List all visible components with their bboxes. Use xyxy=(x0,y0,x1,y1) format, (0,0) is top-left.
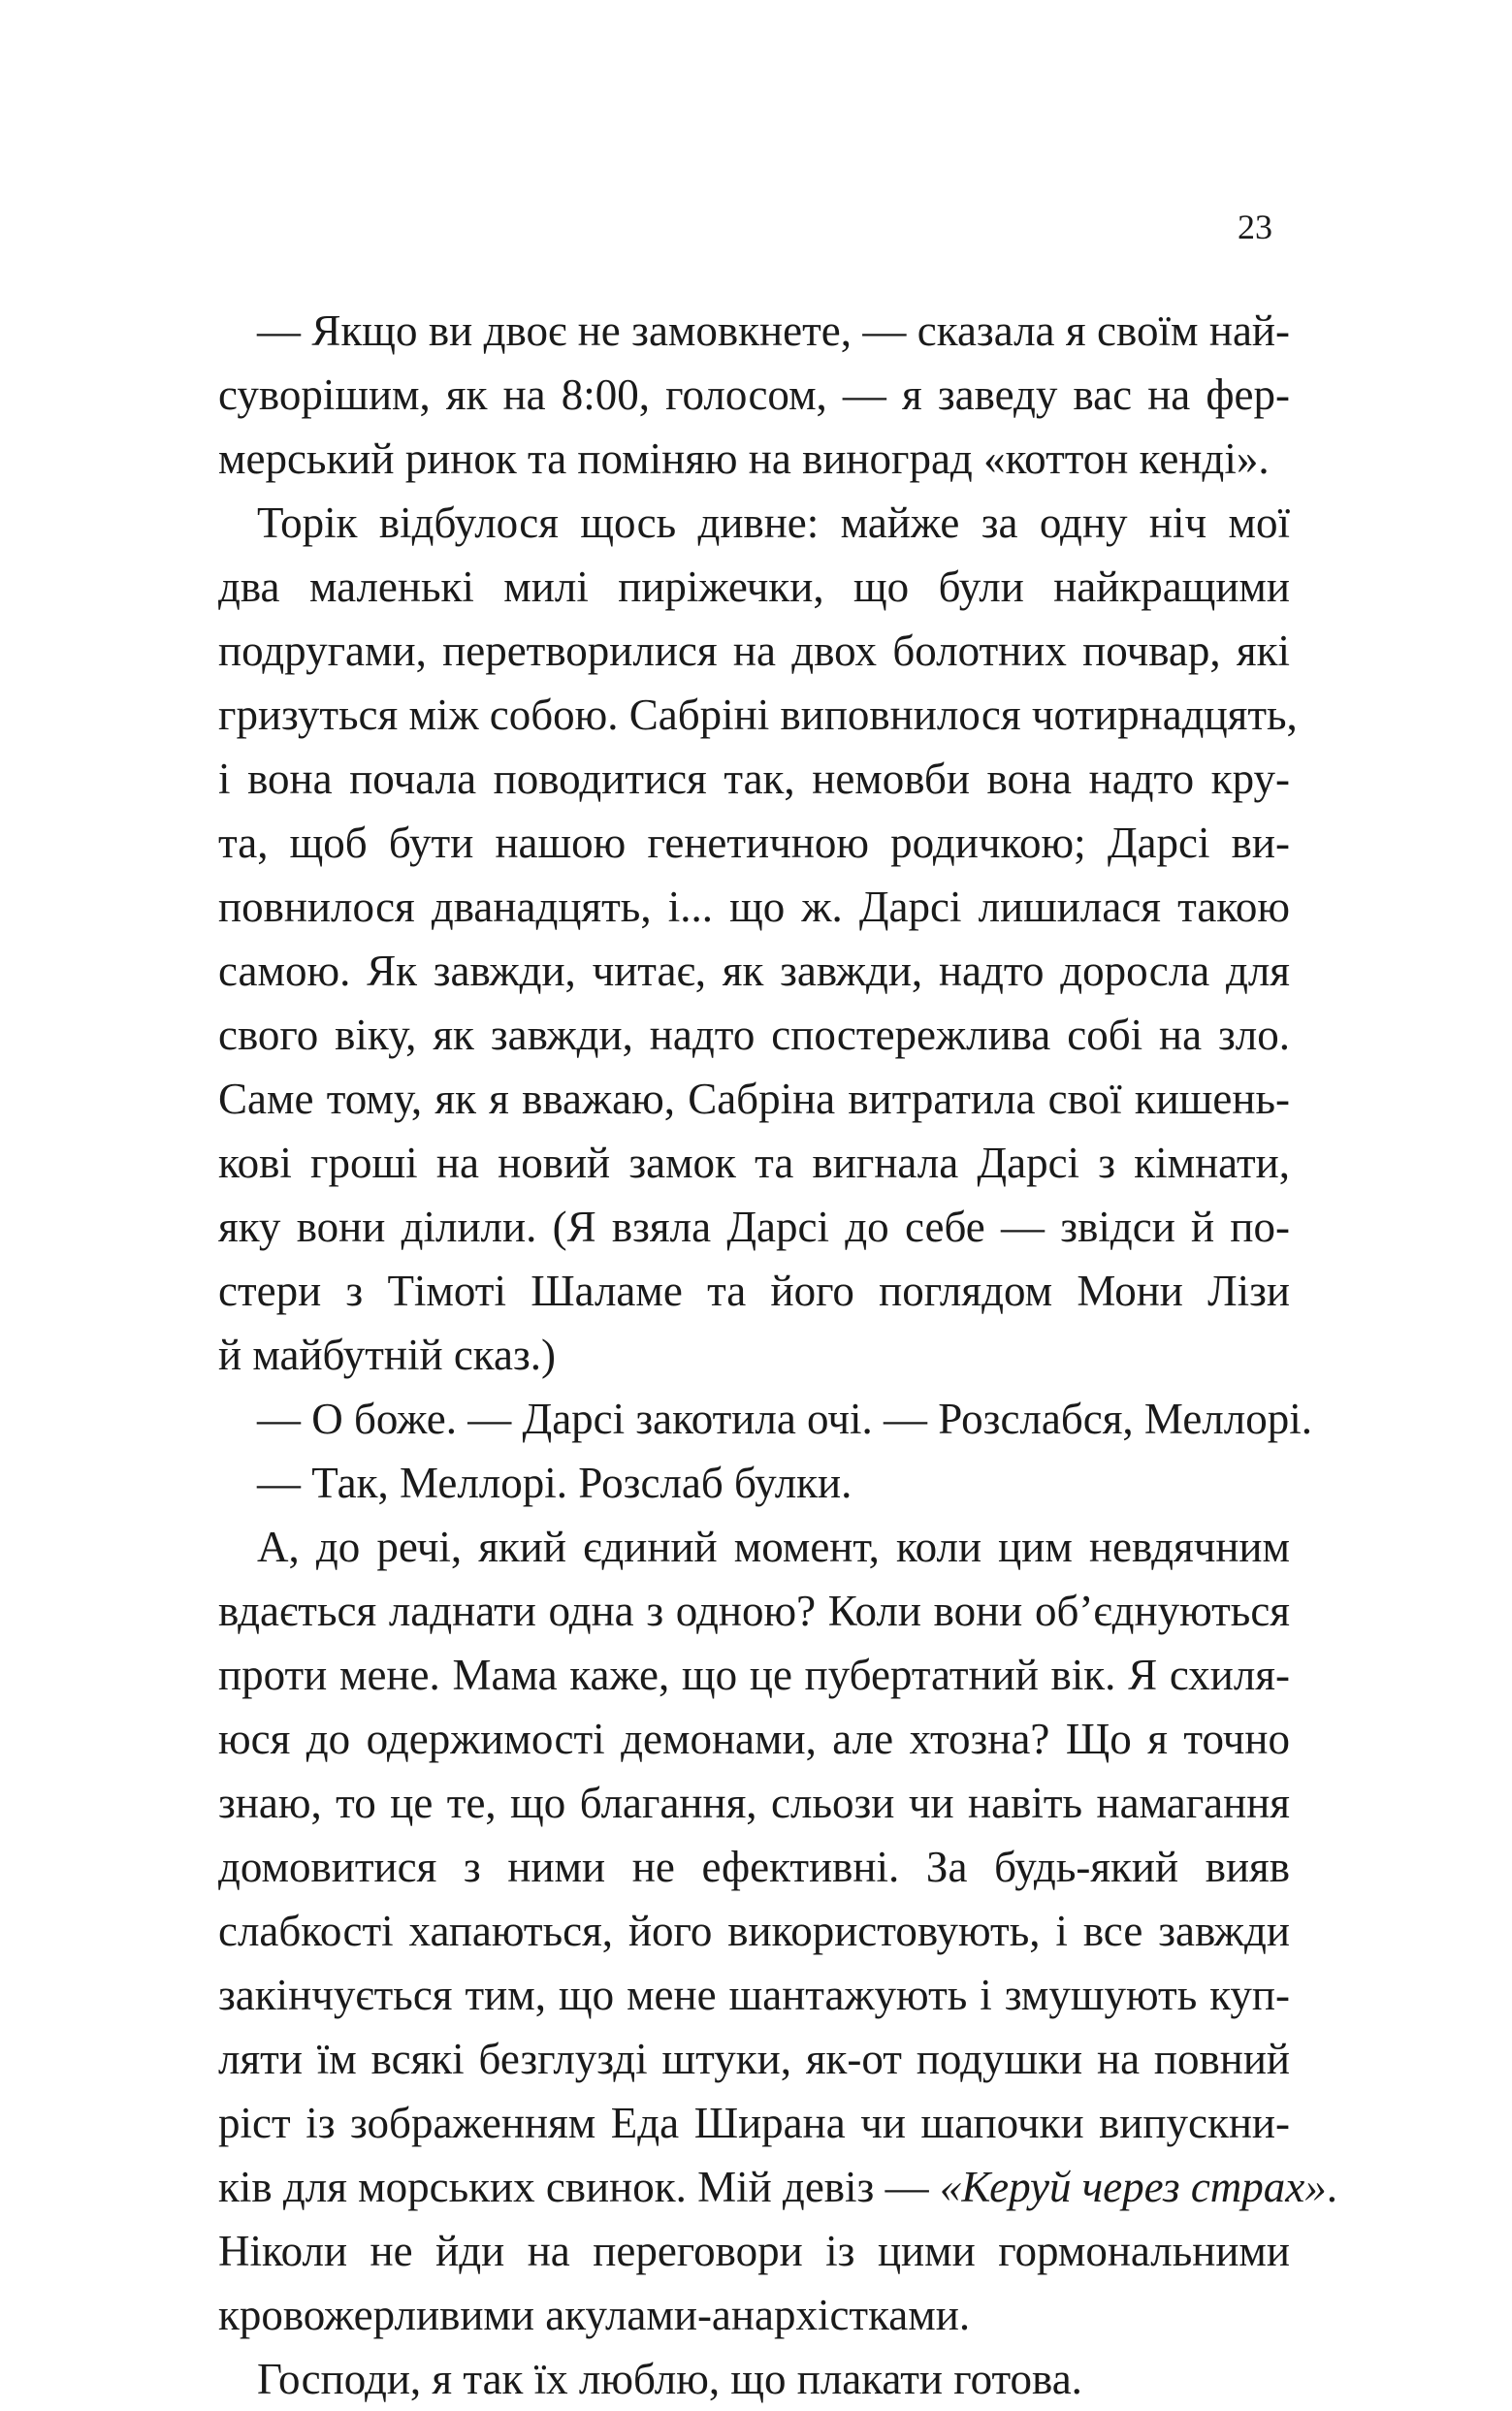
text-line-content: Ніколи не йди на переговори із цими гормональними xyxy=(218,2227,1290,2275)
text-line xyxy=(218,2027,1290,2091)
text-line xyxy=(218,555,1290,619)
text-line xyxy=(218,1899,1290,1963)
text-line-content: Саме тому, як я вважаю, Сабріна витратила свої кишень- xyxy=(218,1075,1290,1123)
text-line xyxy=(218,1771,1290,1835)
text-line-content: А, до речі, який єдиний момент, коли цим невдячним xyxy=(257,1523,1290,1571)
text-line xyxy=(218,875,1290,939)
page-number: 23 xyxy=(1238,208,1272,246)
text-line-content: подругами, перетворилися на двох болотних почвар, які xyxy=(218,627,1290,675)
text-line-content: і вона почала поводитися так, немовби вона надто кру- xyxy=(218,755,1290,803)
text-line-content: та, щоб бути нашою генетичною родичкою; Дарсі ви- xyxy=(218,819,1290,867)
text-line xyxy=(218,427,1290,491)
text-line xyxy=(218,1131,1290,1195)
body-text xyxy=(218,299,1338,2411)
text-line xyxy=(218,1259,1290,1323)
text-line xyxy=(218,1579,1290,1643)
text-line xyxy=(218,363,1290,427)
text-line-content: яку вони ділили. (Я взяла Дарсі до себе — звідси й по- xyxy=(218,1203,1290,1251)
text-line xyxy=(218,1323,1290,1387)
text-line-content: два маленькі милі пиріжечки, що були найкращими xyxy=(218,563,1290,611)
text-line xyxy=(218,491,1290,555)
text-line-content: Торік відбулося щось дивне: майже за одну ніч мої xyxy=(257,498,1290,547)
text-line xyxy=(218,1067,1290,1131)
motto-italic: «Керуй через страх» xyxy=(939,2163,1327,2211)
text-line-content: проти мене. Мама каже, що це пубертатний вік. Я схиля- xyxy=(218,1651,1290,1699)
text-line-content: — Якщо ви двоє не замовкнете, — сказала я своїм най- xyxy=(257,306,1290,355)
text-line xyxy=(218,747,1290,811)
text-line xyxy=(218,2155,1338,2219)
text-line-content: повнилося дванадцять, і... що ж. Дарсі лишилася такою xyxy=(218,883,1290,931)
text-line-content: юся до одержимості демонами, але хтозна? Що я точно xyxy=(218,1715,1290,1763)
text-line-content: — О боже. — Дарсі закотила очі. — Розслабся, Меллорі. xyxy=(257,1395,1312,1443)
text-line-content: кові гроші на новий замок та вигнала Дарсі з кімнати, xyxy=(218,1139,1290,1187)
text-line xyxy=(218,2347,1290,2411)
text-line-content: самою. Як завжди, читає, як завжди, надто доросла для xyxy=(218,947,1290,995)
text-line-content: Господи, я так їх люблю, що плакати готова. xyxy=(257,2355,1082,2403)
text-line xyxy=(218,1963,1290,2027)
text-line-content: вдається ладнати одна з одною? Коли вони об’єднуються xyxy=(218,1587,1290,1635)
text-line xyxy=(218,1387,1312,1451)
text-line xyxy=(218,1515,1290,1579)
text-line-content: свого віку, як завжди, надто спостережлива собі на зло. xyxy=(218,1011,1290,1059)
text-line xyxy=(218,1707,1290,1771)
text-line xyxy=(218,299,1290,363)
text-line-content: ляти їм всякі безглузді штуки, як-от подушки на повний xyxy=(218,2035,1290,2083)
text-line xyxy=(218,1835,1290,1899)
text-line xyxy=(218,1643,1290,1707)
text-line-content: й майбутній сказ.) xyxy=(218,1331,556,1379)
text-line xyxy=(218,1195,1290,1259)
text-line-content: суворішим, як на 8:00, голосом, — я заведу вас на фер- xyxy=(218,370,1290,419)
text-line xyxy=(218,683,1298,747)
text-line-content: знаю, то це те, що благання, сльози чи навіть намагання xyxy=(218,1779,1290,1827)
text-line-content: ріст із зображенням Еда Ширана чи шапочки випускни- xyxy=(218,2099,1290,2147)
text-line xyxy=(218,2091,1290,2155)
text-line-suffix: . xyxy=(1326,2163,1338,2211)
text-line-content: стери з Тімоті Шаламе та його поглядом Мони Лізи xyxy=(218,1267,1290,1315)
text-line-content: закінчується тим, що мене шантажують і змушують куп- xyxy=(218,1971,1290,2019)
text-line-content: — Так, Меллорі. Розслаб булки. xyxy=(257,1459,853,1507)
text-line xyxy=(218,1003,1290,1067)
text-line-content: ків для морських свинок. Мій девіз — xyxy=(218,2163,940,2211)
text-line xyxy=(218,811,1290,875)
text-line-content: мерський ринок та поміняю на виноград «коттон кенді». xyxy=(218,434,1270,483)
text-line xyxy=(218,939,1290,1003)
text-line xyxy=(218,2219,1290,2283)
text-line-content: домовитися з ними не ефективні. За будь-який вияв xyxy=(218,1843,1290,1891)
text-line-content: гризуться між собою. Сабріні виповнилося чотирнадцять, xyxy=(218,691,1298,739)
text-line xyxy=(218,2283,1290,2347)
text-line-content: слабкості хапаються, його використовують, і все завжди xyxy=(218,1907,1290,1955)
text-line xyxy=(218,1451,1290,1515)
text-line-content: кровожерливими акулами-анархістками. xyxy=(218,2291,971,2339)
text-line xyxy=(218,619,1290,683)
